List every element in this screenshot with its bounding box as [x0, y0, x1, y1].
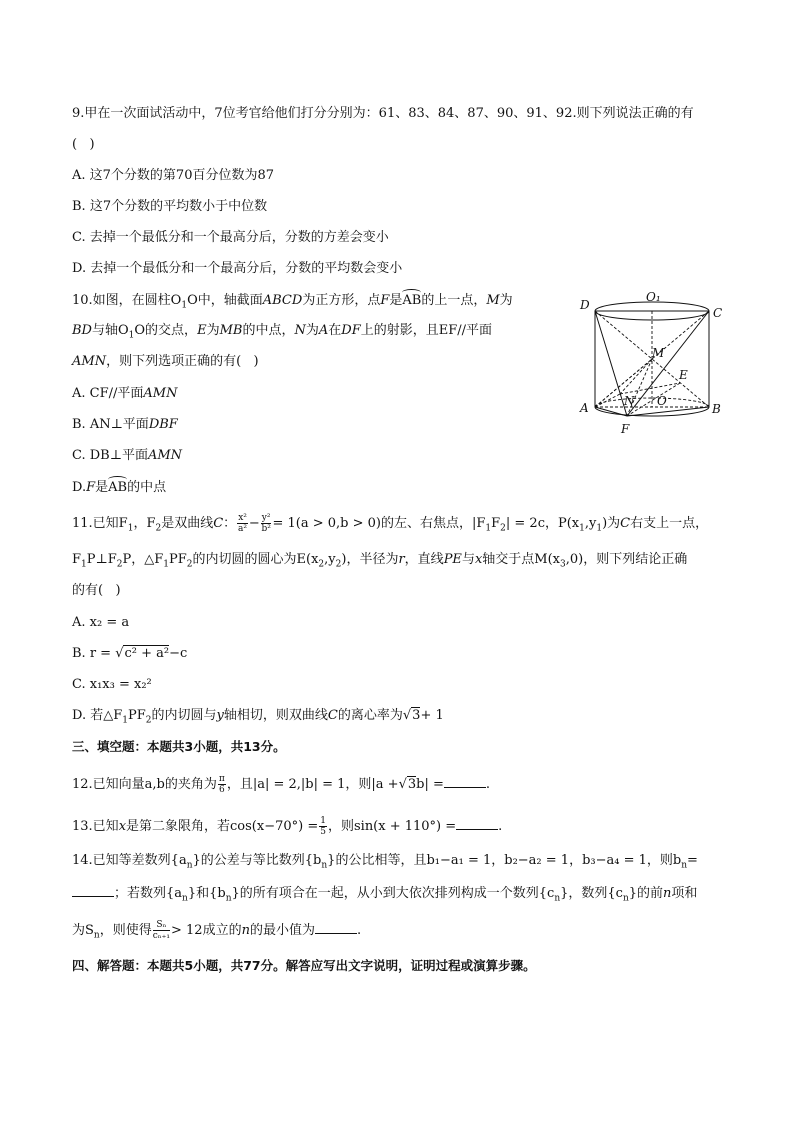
q11-option-d: D. 若$\triangle F_1PF_2$的内切圆与y轴相切，则双曲线C的离心率为√3+ 1	[72, 708, 444, 726]
q11-line-3: 的有( )	[72, 583, 121, 598]
q10-line-3: AMN，则下列选项正确的有( )	[72, 354, 259, 369]
label-f: F	[621, 422, 630, 436]
q10-line-2: BD与轴$O_1O$的交点，E为MB的中点，N为A在DF上的射影，且EF//平面	[72, 323, 492, 341]
q13-answer-blank[interactable]	[456, 817, 498, 830]
label-n: N	[624, 394, 635, 408]
q12-answer-blank[interactable]	[444, 775, 486, 788]
edge-af	[595, 407, 627, 416]
q9-option-b: B. 这7个分数的平均数小于中位数	[72, 199, 268, 214]
section-3-header: 三、填空题：本题共3小题，共13分。	[72, 739, 286, 754]
q12-line: 12.已知向量a,b的夹角为 $\frac{\pi}{6}$ ，且|a| = 2,|b| = 1，则|a +√3b| = .	[72, 774, 491, 795]
q11-option-a: A. x₂ = a	[72, 615, 130, 630]
label-d: D	[580, 298, 590, 312]
q14-line-2: ；若数列$\{a_n\}$和$\{b_n\}$的所有项合在一起，从小到大依次排列构成一个数列$\{c_n\}$，数列$\{c_n\}$的前n项和	[72, 884, 697, 908]
q12-fraction: $\frac{\pi}{6}$	[218, 774, 225, 795]
q13-line: 13.已知x是第二象限角，若cos(x−70°) = $\frac{1}{5}$ ，则sin(x + 110°) = .	[72, 816, 503, 837]
label-o1: O₁	[646, 290, 661, 304]
q9-option-d: D. 去掉一个最低分和一个最高分后，分数的平均数会变小	[72, 261, 403, 276]
label-o: O	[657, 394, 667, 408]
q11-line-2: $F_1P\perp F_2P$，$\triangle F_1PF_2$的内切圆的圆心为$E(x_2,y_2)$，半径为r，直线PE与x轴交于点$M(x_3,0)$，则下列结论正确	[72, 552, 688, 570]
q14-line-1: 14.已知等差数列$\{a_n\}$的公差与等比数列$\{b_n\}$的公比相等，且b₁−a₁ = 1，b₂−a₂ = 1，b₃−a₄ = 1，则$b_n=$	[72, 853, 698, 871]
q9-stem: 9.甲在一次面试活动中，7位考官给他们打分分别为：61、83、84、87、90、91、92.则下列说法正确的有	[72, 106, 694, 121]
cylinder-figure	[572, 287, 732, 445]
q14-answer-blank-1[interactable]	[72, 884, 114, 897]
q14-fraction: $\frac{\text{Sₙ}}{\text{cₙ₊₁}}$	[152, 920, 171, 941]
q14-line-3: 为$S_n$，则使得 $\frac{\text{Sₙ}}{\text{cₙ₊₁}}$ > 12成立的n的最小值为 .	[72, 920, 362, 941]
q11-option-b: B. r = √c² + a²−c	[72, 646, 188, 661]
label-m: M	[652, 346, 665, 360]
q11-fraction-x: $\frac{\text{x²}}{\text{a²}}$	[238, 513, 248, 534]
q10-option-a: A. CF//平面AMN	[72, 386, 178, 401]
q11-line-1: 11.已知$F_1$，$F_2$是双曲线C： $\frac{\text{x²}}{\text{a²}}$ − $\frac{\text{y²}}{\text{b²}}$ = 1(a > 0,b > 0)的左、右焦点，$|F_1F_2| = 2c$，$P(x_1,y_1)$为C右支上一点，	[72, 513, 709, 534]
edge-cf	[627, 311, 709, 416]
label-e: E	[679, 368, 688, 382]
q9-paren: ( )	[72, 137, 95, 152]
section-4-header: 四、解答题：本题共5小题，共77分。解答应写出文字说明，证明过程或演算步骤。	[72, 958, 536, 973]
q9-option-c: C. 去掉一个最低分和一个最高分后，分数的方差会变小	[72, 230, 389, 245]
label-c: C	[713, 306, 723, 320]
label-b: B	[712, 402, 721, 416]
label-a: A	[580, 401, 589, 415]
q10-option-b: B. AN⊥平面DBF	[72, 417, 178, 432]
q10-line-1: 10.如图，在圆柱$O_1O$中，轴截面ABCD为正方形，点F是AB的上一点，M为	[72, 293, 513, 311]
q13-fraction: $\frac{1}{5}$	[320, 816, 326, 837]
edge-df	[595, 311, 627, 416]
q10-option-d: D.F是AB的中点	[72, 480, 167, 495]
q10-option-c: C. DB⊥平面AMN	[72, 448, 183, 463]
q14-answer-blank-2[interactable]	[315, 921, 357, 934]
q9-option-a: A. 这7个分数的第70百分位数为87	[72, 168, 275, 183]
q11-fraction-y: $\frac{\text{y²}}{\text{b²}}$	[261, 513, 271, 534]
q11-option-c: C. x₁x₃ = x₂²	[72, 677, 152, 692]
